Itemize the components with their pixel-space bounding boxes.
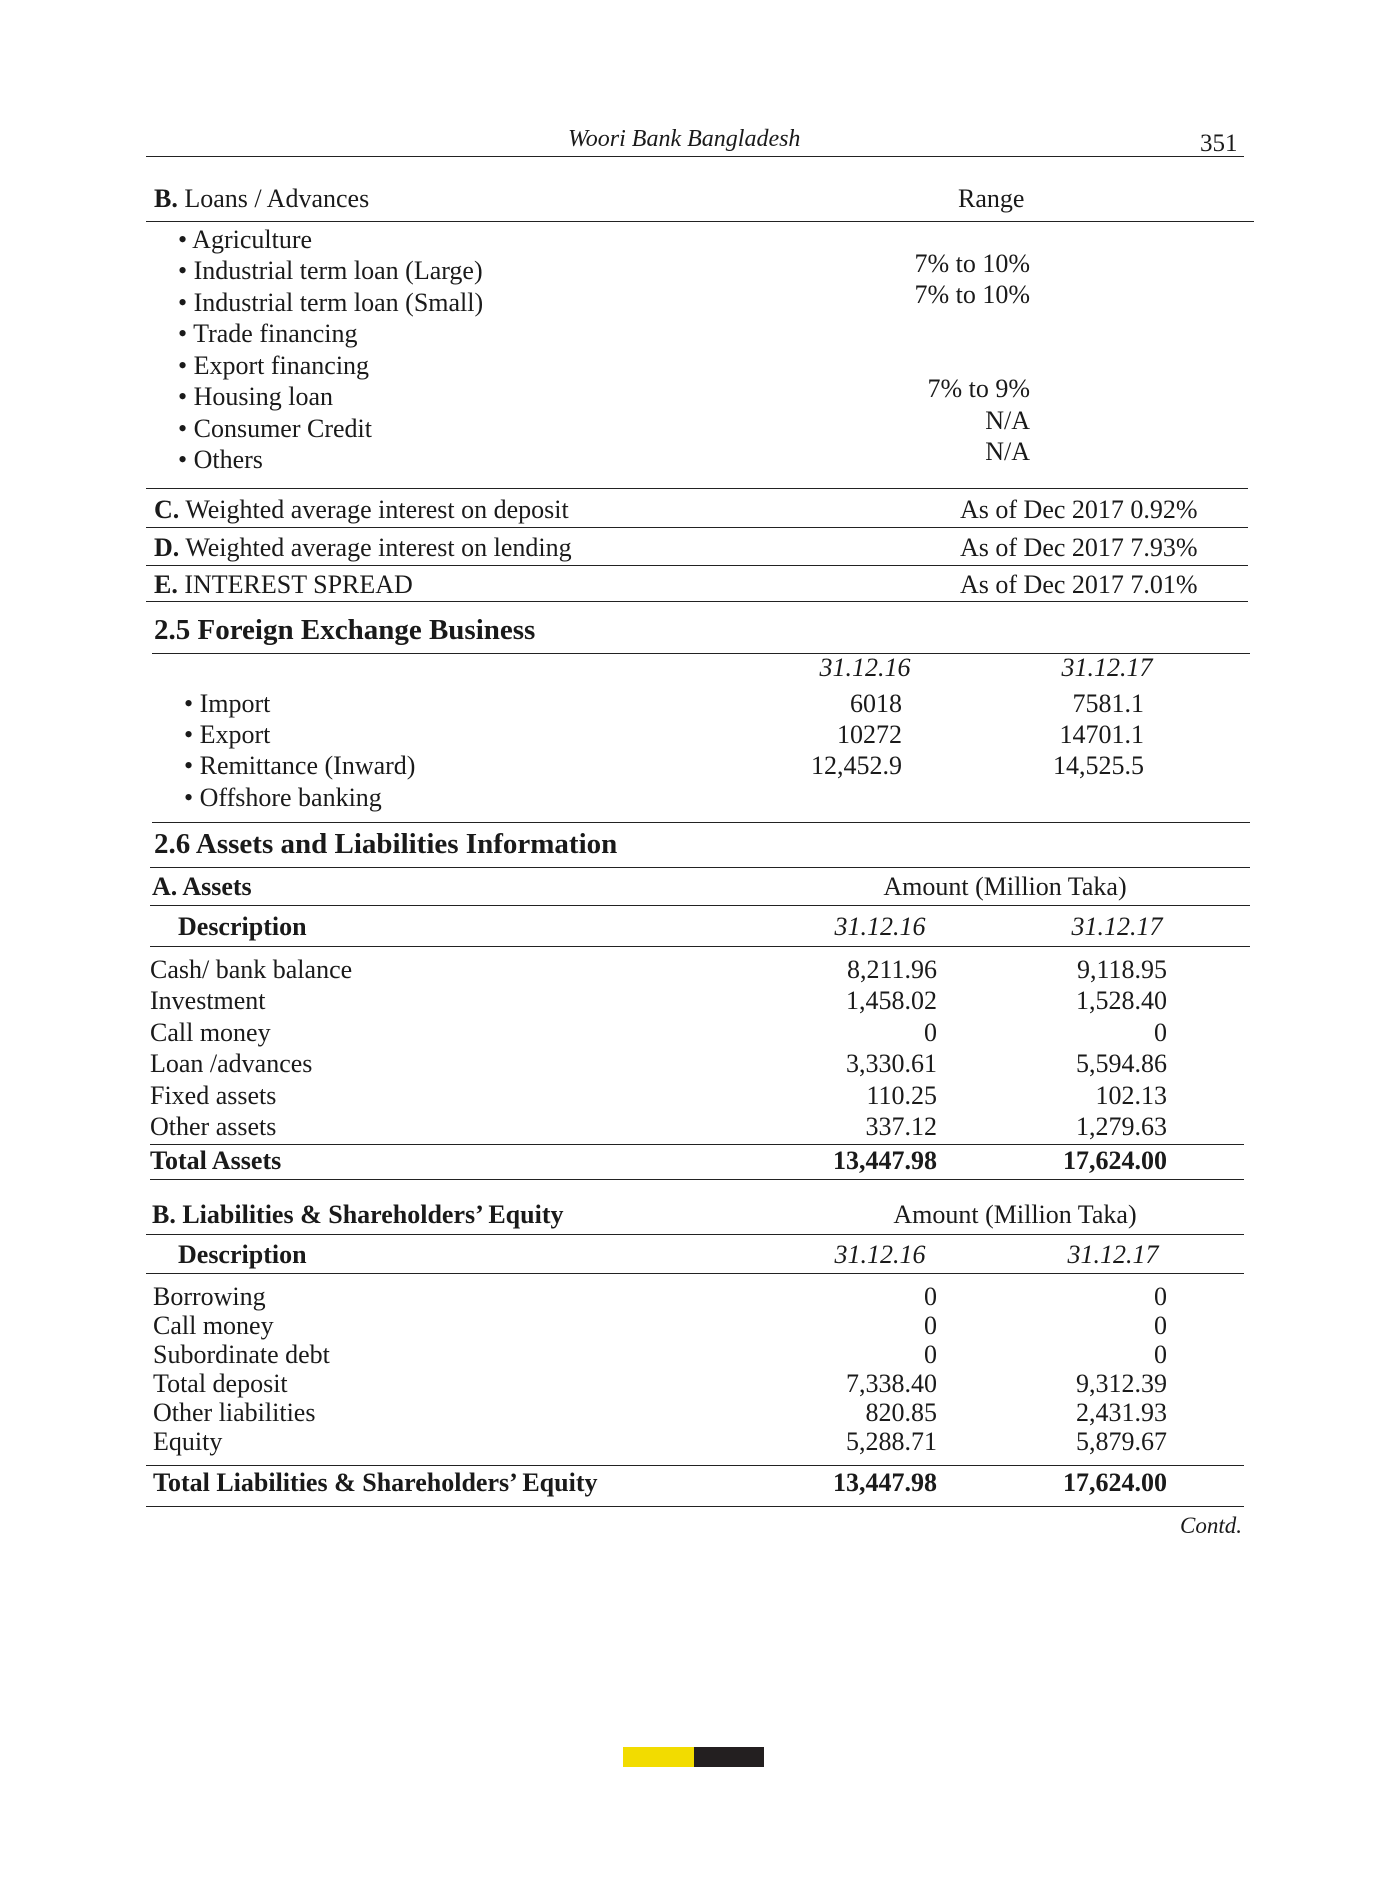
assets-section-title: 2.6 Assets and Liabilities Information: [154, 828, 618, 860]
loans-heading-text: Loans / Advances: [184, 184, 370, 213]
asset-row-value-2017: 9,118.95: [1076, 955, 1167, 984]
liability-row-value-2016: 7,338.40: [846, 1369, 937, 1398]
liabilities-total-value-2017: 17,624.00: [1063, 1468, 1167, 1497]
assets-heading: A. Assets: [152, 872, 252, 901]
liability-row-value-2017: 5,879.67: [1076, 1427, 1167, 1456]
liabilities-col-header-2016: 31.12.16: [834, 1240, 926, 1269]
asset-row-value-2016: 110.25: [866, 1081, 937, 1110]
asset-row-label: Fixed assets: [150, 1081, 277, 1110]
asset-row-label: Call money: [150, 1018, 271, 1047]
liability-row-value-2017: 9,312.39: [1076, 1369, 1167, 1398]
liabilities-colheader-rule: [146, 1273, 1244, 1274]
liabilities-heading: B. Liabilities & Shareholders’ Equity: [152, 1200, 564, 1229]
asset-row-label: Other assets: [150, 1112, 277, 1141]
liabilities-total-value-2016: 13,447.98: [833, 1468, 937, 1497]
asset-row-label: Investment: [150, 986, 266, 1015]
running-header-title: Woori Bank Bangladesh: [568, 126, 801, 152]
loan-item-label: • Export financing: [178, 351, 370, 380]
liability-row-label: Call money: [153, 1311, 274, 1340]
fx-row-value-2016: 6018: [850, 689, 902, 718]
liability-row-value-2017: 0: [1154, 1311, 1167, 1340]
asset-row-value-2016: 8,211.96: [846, 955, 937, 984]
loans-header-rule: [146, 221, 1254, 222]
asset-row-value-2016: 3,330.61: [846, 1049, 937, 1078]
footer-band-yellow: [623, 1747, 694, 1767]
footer-band-black: [694, 1747, 764, 1767]
loans-bottom-rule: [146, 488, 1248, 489]
liability-row-value-2017: 2,431.93: [1076, 1398, 1167, 1427]
liability-row-label: Borrowing: [153, 1282, 266, 1311]
assets-heading-rule: [150, 905, 1250, 906]
fx-row-label: • Import: [184, 689, 271, 718]
loans-heading: [154, 184, 369, 214]
asset-row-value-2017: 1,279.63: [1076, 1112, 1167, 1141]
fx-row-value-2017: 14,525.5: [1053, 751, 1144, 780]
rate-label-spread: E. INTEREST SPREAD: [154, 570, 413, 599]
rate-rule: [146, 527, 1248, 528]
assets-description-header: Description: [178, 912, 307, 941]
loans-heading-letter: B.: [154, 184, 178, 213]
fx-col-header-2017: 31.12.17: [1061, 653, 1153, 682]
loan-item-label: • Housing loan: [178, 382, 333, 411]
liability-row-value-2016: 0: [924, 1282, 937, 1311]
fx-row-value-2016: 12,452.9: [811, 751, 902, 780]
page-number: 351: [1200, 130, 1238, 157]
fx-row-label: • Offshore banking: [184, 783, 382, 812]
loan-item-label: • Industrial term loan (Small): [178, 288, 484, 317]
liabilities-heading-rule: [146, 1234, 1244, 1235]
fx-row-label: • Remittance (Inward): [184, 751, 416, 780]
rate-value-lending: As of Dec 2017 7.93%: [960, 533, 1198, 562]
assets-col-header-2017: 31.12.17: [1071, 912, 1163, 941]
liability-row-label: Total deposit: [153, 1369, 288, 1398]
liabilities-total-bottom-rule: [146, 1506, 1244, 1507]
fx-row-value-2016: 10272: [837, 720, 902, 749]
asset-row-value-2016: 1,458.02: [846, 986, 937, 1015]
loan-item-label: • Agriculture: [178, 225, 313, 254]
assets-total-value-2016: 13,447.98: [833, 1146, 937, 1175]
liability-row-label: Other liabilities: [153, 1398, 316, 1427]
assets-amount-header: Amount (Million Taka): [883, 872, 1127, 901]
rate-value-deposit: As of Dec 2017 0.92%: [960, 495, 1198, 524]
loan-item-range: N/A: [985, 406, 1030, 435]
liability-row-value-2016: 0: [924, 1340, 937, 1369]
loan-item-label: • Others: [178, 445, 263, 474]
assets-total-top-rule: [150, 1144, 1244, 1145]
liabilities-total-top-rule: [146, 1465, 1244, 1466]
liability-row-value-2016: 5,288.71: [846, 1427, 937, 1456]
asset-row-label: Loan /advances: [150, 1049, 313, 1078]
header-rule: [146, 156, 1244, 157]
fx-section-title: 2.5 Foreign Exchange Business: [154, 614, 536, 646]
assets-title-rule: [150, 867, 1250, 868]
fx-col-header-2016: 31.12.16: [819, 653, 911, 682]
fx-row-value-2017: 14701.1: [1059, 720, 1144, 749]
loan-item-label: • Trade financing: [178, 319, 358, 348]
loan-item-range: 7% to 10%: [914, 249, 1030, 278]
rate-rule: [146, 601, 1248, 602]
assets-total-bottom-rule: [150, 1179, 1244, 1180]
asset-row-value-2016: 0: [924, 1018, 937, 1047]
assets-total-value-2017: 17,624.00: [1063, 1146, 1167, 1175]
rate-rule: [146, 565, 1248, 566]
rate-label-deposit: C. Weighted average interest on deposit: [154, 495, 569, 524]
liability-row-label: Equity: [153, 1427, 223, 1456]
asset-row-value-2017: 1,528.40: [1076, 986, 1167, 1015]
liability-row-label: Subordinate debt: [153, 1340, 330, 1369]
asset-row-value-2017: 0: [1154, 1018, 1167, 1047]
liabilities-col-header-2017: 31.12.17: [1067, 1240, 1159, 1269]
loan-item-range: 7% to 9%: [927, 374, 1030, 403]
liabilities-amount-header: Amount (Million Taka): [893, 1200, 1137, 1229]
contd-note: Contd.: [1180, 1513, 1242, 1538]
liabilities-total-label: Total Liabilities & Shareholders’ Equity: [153, 1468, 598, 1497]
asset-row-value-2017: 5,594.86: [1076, 1049, 1167, 1078]
assets-col-header-2016: 31.12.16: [834, 912, 926, 941]
liability-row-value-2016: 0: [924, 1311, 937, 1340]
liability-row-value-2016: 820.85: [865, 1398, 937, 1427]
liability-row-value-2017: 0: [1154, 1340, 1167, 1369]
liabilities-description-header: Description: [178, 1240, 307, 1269]
asset-row-value-2016: 337.12: [865, 1112, 937, 1141]
asset-row-label: Cash/ bank balance: [150, 955, 353, 984]
loan-item-range: 7% to 10%: [914, 280, 1030, 309]
fx-row-value-2017: 7581.1: [1072, 689, 1144, 718]
assets-colheader-rule: [150, 946, 1250, 947]
loan-item-label: • Industrial term loan (Large): [178, 256, 483, 285]
range-header: Range: [958, 184, 1025, 213]
fx-row-label: • Export: [184, 720, 271, 749]
liability-row-value-2017: 0: [1154, 1282, 1167, 1311]
assets-total-label: Total Assets: [150, 1146, 282, 1175]
loan-item-range: N/A: [985, 437, 1030, 466]
asset-row-value-2017: 102.13: [1095, 1081, 1167, 1110]
loan-item-label: • Consumer Credit: [178, 414, 372, 443]
rate-value-spread: As of Dec 2017 7.01%: [960, 570, 1198, 599]
fx-bottom-rule: [152, 822, 1250, 823]
rate-label-lending: D. Weighted average interest on lending: [154, 533, 572, 562]
